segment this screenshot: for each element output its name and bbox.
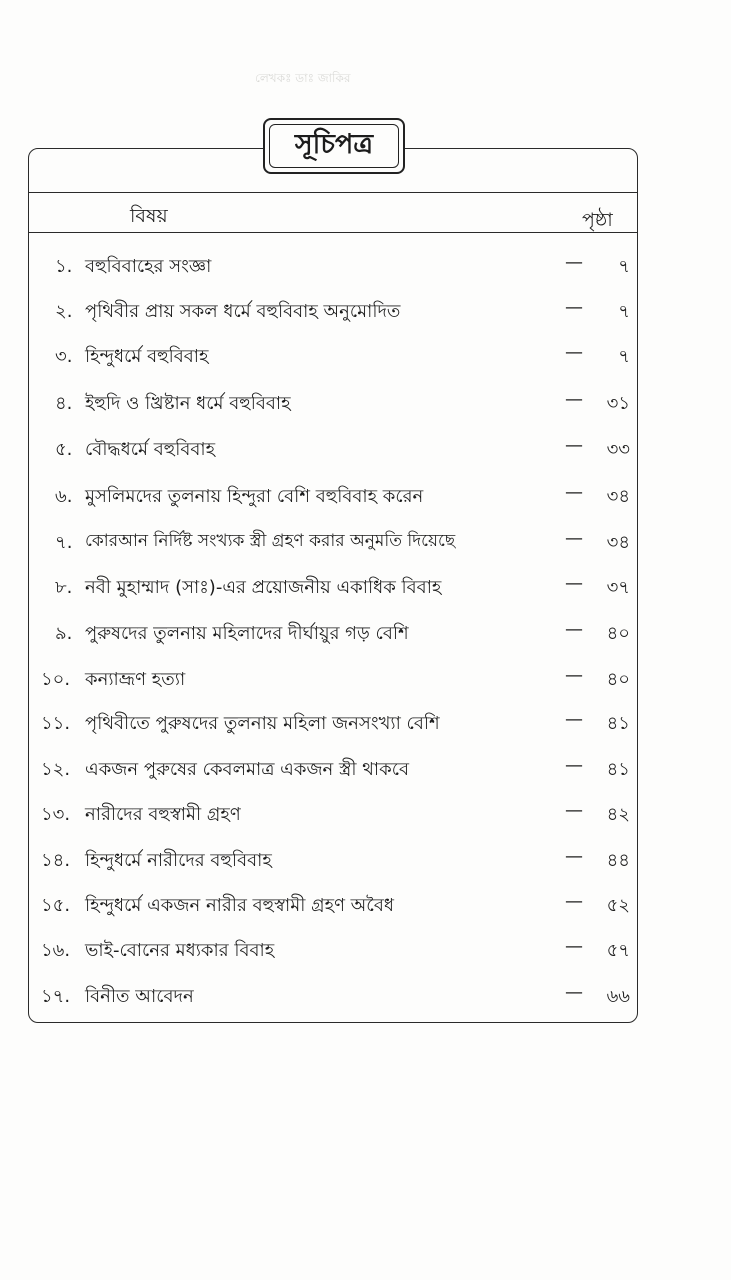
entry-number: ১৬. bbox=[41, 940, 71, 961]
entry-title: নবী মুহাম্মাদ (সাঃ)-এর প্রয়োজনীয় একাধিক বিবাহ bbox=[85, 577, 442, 598]
entry-page: ৩৩ bbox=[606, 439, 630, 460]
entry-title: বহুবিবাহের সংজ্ঞা bbox=[85, 256, 212, 277]
entry-dash: — bbox=[565, 755, 583, 776]
entry-number: ৫. bbox=[55, 439, 73, 460]
entry-number: ৬. bbox=[55, 486, 73, 507]
entry-number: ১৩. bbox=[41, 804, 71, 825]
entry-number: ১০. bbox=[41, 669, 71, 690]
entry-title: ইহুদি ও খ্রিষ্টান ধর্মে বহুবিবাহ bbox=[85, 393, 291, 414]
header-bottom-rule bbox=[28, 232, 638, 233]
toc-entry[interactable] bbox=[41, 982, 630, 1012]
entry-page: ৭ bbox=[618, 301, 630, 322]
toc-entry[interactable] bbox=[55, 342, 630, 372]
entry-dash: — bbox=[565, 528, 583, 549]
entry-page: ৩৪ bbox=[606, 486, 630, 507]
entry-page: ৪৪ bbox=[606, 850, 630, 871]
entry-dash: — bbox=[565, 435, 583, 456]
entry-dash: — bbox=[565, 297, 583, 318]
toc-entry[interactable] bbox=[55, 528, 630, 558]
entry-dash: — bbox=[565, 665, 583, 686]
toc-entry[interactable] bbox=[55, 297, 630, 327]
entry-title: হিন্দুধর্মে নারীদের বহুবিবাহ bbox=[85, 850, 272, 871]
entry-page: ৫৭ bbox=[606, 940, 630, 961]
entry-title: পৃথিবীর প্রায় সকল ধর্মে বহুবিবাহ অনুমোদিত bbox=[85, 301, 401, 322]
entry-number: ৪. bbox=[55, 393, 73, 414]
entry-dash: — bbox=[565, 982, 583, 1003]
header-top-rule bbox=[28, 192, 638, 193]
toc-title-box bbox=[263, 118, 405, 174]
entry-page: ৪০ bbox=[606, 623, 630, 644]
entry-dash: — bbox=[565, 389, 583, 410]
ghost-header-text: লেখকঃ ডাঃ জাকির bbox=[255, 71, 351, 85]
entry-dash: — bbox=[565, 709, 583, 730]
entry-number: ১৭. bbox=[41, 986, 71, 1007]
toc-entry[interactable] bbox=[41, 709, 630, 739]
entry-page: ৪২ bbox=[606, 804, 630, 825]
entry-dash: — bbox=[565, 619, 583, 640]
toc-entry[interactable] bbox=[55, 435, 630, 465]
toc-entry[interactable] bbox=[41, 800, 630, 830]
entry-dash: — bbox=[565, 891, 583, 912]
toc-entry[interactable] bbox=[41, 755, 630, 785]
entry-dash: — bbox=[565, 846, 583, 867]
entry-number: ১২. bbox=[41, 759, 71, 780]
entry-number: ১১. bbox=[41, 713, 71, 734]
toc-entry[interactable] bbox=[55, 482, 630, 512]
entry-dash: — bbox=[565, 573, 583, 594]
entry-number: ৮. bbox=[55, 577, 73, 598]
entry-page: ৩১ bbox=[606, 393, 630, 414]
entry-title: বৌদ্ধধর্মে বহুবিবাহ bbox=[85, 439, 216, 460]
entry-page: ৭ bbox=[618, 256, 630, 277]
entry-title: নারীদের বহুস্বামী গ্রহণ bbox=[85, 804, 241, 825]
column-header-subject: বিষয় bbox=[130, 205, 168, 227]
entry-dash: — bbox=[565, 342, 583, 363]
toc-entry[interactable] bbox=[41, 846, 630, 876]
entry-number: ৭. bbox=[55, 532, 73, 553]
entry-title: কন্যাভ্রূণ হত্যা bbox=[85, 669, 186, 690]
entry-title: ভাই-বোনের মধ্যকার বিবাহ bbox=[85, 940, 275, 961]
entry-page: ৫২ bbox=[606, 895, 630, 916]
entry-dash: — bbox=[565, 252, 583, 273]
entry-dash: — bbox=[565, 482, 583, 503]
toc-entry[interactable] bbox=[55, 252, 630, 282]
entry-number: ৩. bbox=[55, 346, 73, 367]
entry-title: পৃথিবীতে পুরুষদের তুলনায় মহিলা জনসংখ্যা বেশি bbox=[85, 713, 440, 734]
toc-entry[interactable] bbox=[55, 389, 630, 419]
entry-dash: — bbox=[565, 800, 583, 821]
entry-title: বিনীত আবেদন bbox=[85, 986, 194, 1007]
entry-number: ৯. bbox=[55, 623, 73, 644]
toc-entry[interactable] bbox=[41, 936, 630, 966]
column-header-page: পৃষ্ঠা bbox=[582, 209, 613, 231]
entry-title: মুসলিমদের তুলনায় হিন্দুরা বেশি বহুবিবাহ করেন bbox=[85, 486, 424, 507]
entry-title: হিন্দুধর্মে একজন নারীর বহুস্বামী গ্রহণ অবৈধ bbox=[85, 895, 394, 916]
entry-page: ৪০ bbox=[606, 669, 630, 690]
entry-number: ১৫. bbox=[41, 895, 71, 916]
entry-page: ৩৪ bbox=[606, 532, 630, 553]
entry-title: হিন্দুধর্মে বহুবিবাহ bbox=[85, 346, 209, 367]
entry-title: কোরআন নির্দিষ্ট সংখ্যক স্ত্রী গ্রহণ করার অনুমতি দিয়েছে bbox=[85, 531, 456, 551]
entry-page: ৪১ bbox=[606, 713, 630, 734]
entry-page: ৩৭ bbox=[606, 577, 630, 598]
toc-entry[interactable] bbox=[55, 619, 630, 649]
page-title: সূচিপত্র bbox=[294, 128, 374, 160]
entry-title: পুরুষদের তুলনায় মহিলাদের দীর্ঘায়ুর গড় বেশি bbox=[85, 623, 409, 644]
toc-entry[interactable] bbox=[41, 665, 630, 695]
entry-number: ১৪. bbox=[41, 850, 71, 871]
entry-page: ৬৬ bbox=[606, 986, 630, 1007]
toc-entry[interactable] bbox=[55, 573, 630, 603]
toc-entry[interactable] bbox=[41, 891, 630, 921]
entry-dash: — bbox=[565, 936, 583, 957]
entry-number: ২. bbox=[55, 301, 73, 322]
entry-page: ৭ bbox=[618, 346, 630, 367]
entry-page: ৪১ bbox=[606, 759, 630, 780]
entry-title: একজন পুরুষের কেবলমাত্র একজন স্ত্রী থাকবে bbox=[85, 759, 409, 780]
entry-number: ১. bbox=[55, 256, 73, 277]
